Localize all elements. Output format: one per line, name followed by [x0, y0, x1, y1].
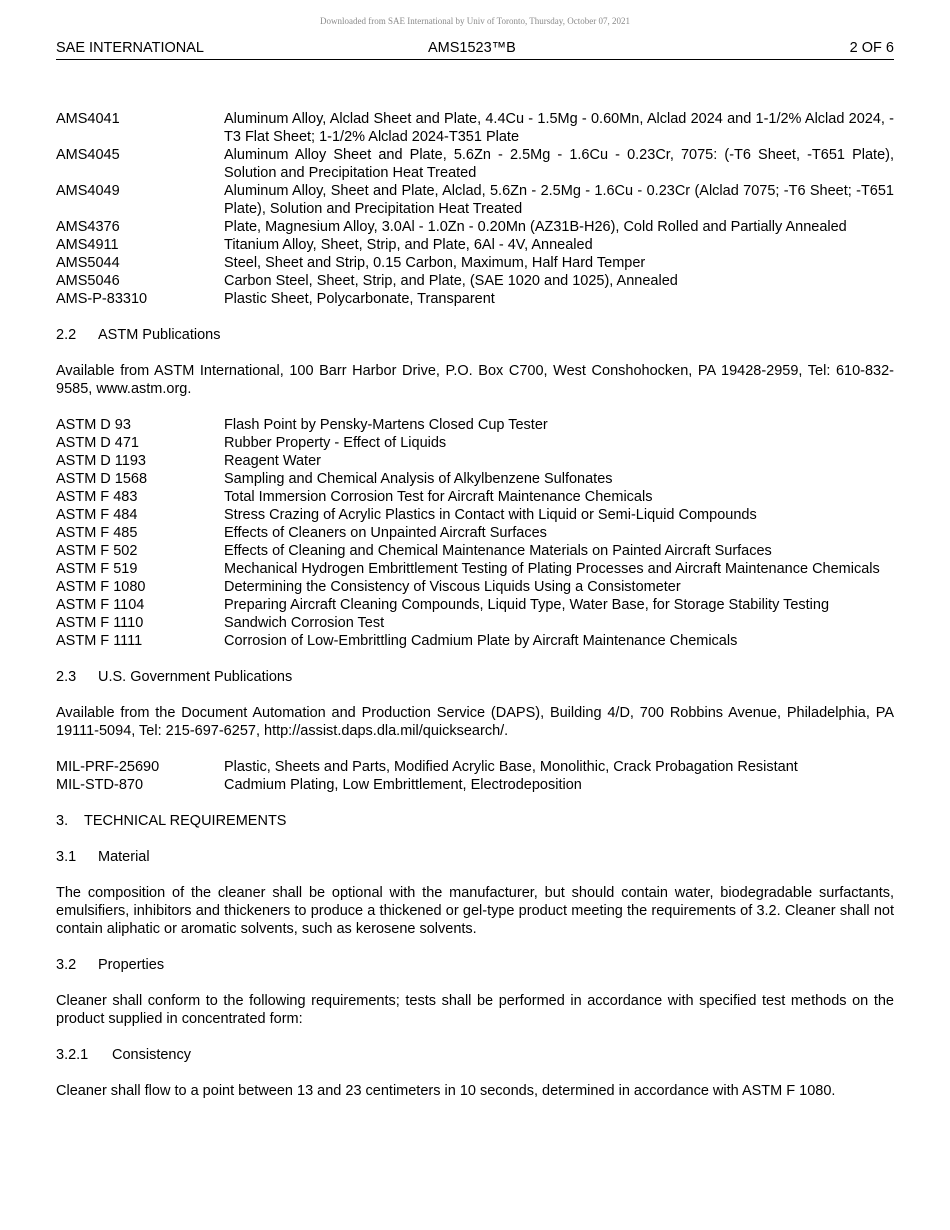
reference-row: [56, 182, 894, 218]
reference-code: ASTM D 1193: [56, 453, 146, 469]
section-number: 3.1: [56, 849, 77, 865]
reference-title: Carbon Steel, Sheet, Strip, and Plate, (SAE 1020 and 1025), Annealed: [224, 273, 678, 289]
reference-row: [56, 560, 894, 578]
reference-row: [56, 776, 894, 794]
reference-title: Sampling and Chemical Analysis of Alkylbenzene Sulfonates: [224, 471, 613, 487]
header-organization: SAE INTERNATIONAL: [56, 40, 204, 56]
reference-row: [56, 110, 894, 146]
ams-reference-list: [56, 110, 894, 308]
reference-code: AMS5046: [56, 273, 120, 289]
section-title: Properties: [98, 957, 165, 973]
section-title: Consistency: [112, 1047, 191, 1063]
reference-row: [56, 614, 894, 632]
reference-code: AMS5044: [56, 255, 120, 271]
reference-row: [56, 218, 894, 236]
reference-title: Preparing Aircraft Cleaning Compounds, Liquid Type, Water Base, for Storage Stability Testing: [224, 597, 830, 613]
section-number: 3.2.1: [56, 1047, 89, 1063]
reference-row: [56, 146, 894, 182]
reference-row: [56, 452, 894, 470]
reference-title: Reagent Water: [224, 453, 321, 469]
reference-code: ASTM F 519: [56, 561, 138, 577]
reference-row: [56, 434, 894, 452]
reference-row: [56, 470, 894, 488]
download-watermark: Downloaded from SAE International by Univ of Toronto, Thursday, October 07, 2021: [320, 16, 630, 26]
section-number: 3.2: [56, 957, 77, 973]
reference-code: AMS4041: [56, 111, 120, 127]
section-heading-2-2: [56, 326, 894, 344]
consistency-paragraph: Cleaner shall flow to a point between 13 and 23 centimeters in 10 seconds, determined in accordance with ASTM F 1080.: [56, 1083, 836, 1099]
reference-title: Titanium Alloy, Sheet, Strip, and Plate, 6Al - 4V, Annealed: [224, 237, 593, 253]
reference-title: Aluminum Alloy, Alclad Sheet and Plate, 4.4Cu - 1.5Mg - 0.60Mn, Alclad 2024 and 1-1/2% Alclad 2024, -T3 Flat Sheet; 1-1/2% Alclad 2024-T351 Plate: [224, 111, 894, 145]
reference-code: ASTM F 1080: [56, 579, 146, 595]
reference-title: Plastic, Sheets and Parts, Modified Acrylic Base, Monolithic, Crack Probagation Resistant: [224, 759, 798, 775]
reference-code: ASTM F 483: [56, 489, 138, 505]
page-header: [56, 39, 894, 60]
reference-code: ASTM F 1104: [56, 597, 145, 613]
reference-title: Flash Point by Pensky-Martens Closed Cup Tester: [224, 417, 548, 433]
reference-row: [56, 488, 894, 506]
properties-paragraph: Cleaner shall conform to the following requirements; tests shall be performed in accordance with specified test methods on the product supplied in concentrated form:: [56, 993, 894, 1027]
material-paragraph: The composition of the cleaner shall be optional with the manufacturer, but should contain water, biodegradable surfactants, emulsifiers, inhibitors and thickeners to produce a thickened or gel-type product meeting the requirements of 3.2. Cleaner shall not contain aliphatic or aromatic solvents, such as kerosene solvents.: [56, 885, 894, 937]
reference-code: AMS4049: [56, 183, 120, 199]
gov-availability-paragraph: Available from the Document Automation and Production Service (DAPS), Building 4/D, 700 Robbins Avenue, Philadelphia, PA 19111-5094, Tel: 215-697-6257, http://assist.daps.dla.mil/quicksearch/.: [56, 705, 894, 739]
reference-title: Total Immersion Corrosion Test for Aircraft Maintenance Chemicals: [224, 489, 653, 505]
reference-row: [56, 416, 894, 434]
reference-code: ASTM D 1568: [56, 471, 148, 487]
reference-title: Cadmium Plating, Low Embrittlement, Electrodeposition: [224, 777, 582, 793]
section-number: 2.2: [56, 327, 77, 343]
reference-code: ASTM D 93: [56, 417, 131, 433]
reference-row: [56, 758, 894, 776]
astm-availability-paragraph: Available from ASTM International, 100 Barr Harbor Drive, P.O. Box C700, West Conshohocken, PA 19428-2959, Tel: 610-832-9585, www.astm.org.: [56, 363, 894, 397]
reference-row: [56, 578, 894, 596]
reference-title: Determining the Consistency of Viscous Liquids Using a Consistometer: [224, 579, 681, 595]
reference-code: AMS4911: [56, 237, 119, 253]
header-page-number: 2 OF 6: [849, 40, 894, 56]
reference-title: Plate, Magnesium Alloy, 3.0Al - 1.0Zn - 0.20Mn (AZ31B-H26), Cold Rolled and Partially Annealed: [224, 219, 847, 235]
section-heading-2-3: [56, 668, 894, 686]
section-title: ASTM Publications: [98, 327, 221, 343]
reference-code: ASTM F 1110: [56, 615, 144, 631]
reference-row: [56, 272, 894, 290]
reference-row: [56, 254, 894, 272]
reference-title: Plastic Sheet, Polycarbonate, Transparent: [224, 291, 495, 307]
section-title: Material: [98, 849, 150, 865]
section-title: U.S. Government Publications: [98, 669, 293, 685]
reference-row: [56, 632, 894, 650]
reference-code: AMS-P-83310: [56, 291, 148, 307]
reference-code: ASTM F 502: [56, 543, 138, 559]
reference-title: Steel, Sheet and Strip, 0.15 Carbon, Maximum, Half Hard Temper: [224, 255, 646, 271]
reference-row: [56, 290, 894, 308]
reference-code: AMS4045: [56, 147, 120, 163]
section-number: 3.: [56, 813, 69, 829]
reference-code: ASTM D 471: [56, 435, 139, 451]
reference-title: Mechanical Hydrogen Embrittlement Testing of Plating Processes and Aircraft Maintenance Chemicals: [224, 561, 880, 577]
gov-reference-list: [56, 758, 894, 794]
reference-row: [56, 236, 894, 254]
reference-row: [56, 596, 894, 614]
reference-title: Effects of Cleaners on Unpainted Aircraft Surfaces: [224, 525, 547, 541]
section-heading-3-2-1: [56, 1046, 894, 1064]
reference-code: MIL-STD-870: [56, 777, 144, 793]
header-document-number: AMS1523™B: [428, 40, 516, 56]
reference-row: [56, 506, 894, 524]
section-number: 2.3: [56, 669, 77, 685]
section-heading-3-1: [56, 848, 894, 866]
section-heading-3: [56, 812, 894, 830]
document-body: [56, 110, 894, 1100]
reference-title: Corrosion of Low-Embrittling Cadmium Plate by Aircraft Maintenance Chemicals: [224, 633, 738, 649]
reference-title: Stress Crazing of Acrylic Plastics in Contact with Liquid or Semi-Liquid Compounds: [224, 507, 757, 523]
reference-title: Aluminum Alloy Sheet and Plate, 5.6Zn - 2.5Mg - 1.6Cu - 0.23Cr, 7075: (-T6 Sheet, -T651 Plate), Solution and Precipitation Heat Treated: [224, 147, 894, 181]
astm-reference-list: [56, 416, 894, 650]
reference-title: Sandwich Corrosion Test: [224, 615, 385, 631]
reference-code: ASTM F 485: [56, 525, 138, 541]
reference-code: MIL-PRF-25690: [56, 759, 160, 775]
reference-code: ASTM F 1111: [56, 633, 143, 649]
reference-title: Effects of Cleaning and Chemical Maintenance Materials on Painted Aircraft Surfaces: [224, 543, 772, 559]
section-heading-3-2: [56, 956, 894, 974]
reference-title: Rubber Property - Effect of Liquids: [224, 435, 447, 451]
reference-title: Aluminum Alloy, Sheet and Plate, Alclad, 5.6Zn - 2.5Mg - 1.6Cu - 0.23Cr (Alclad 7075; -T6 Sheet; -T651 Plate), Solution and Precipitation Heat Treated: [224, 183, 894, 217]
reference-row: [56, 524, 894, 542]
reference-row: [56, 542, 894, 560]
reference-code: AMS4376: [56, 219, 120, 235]
section-title: TECHNICAL REQUIREMENTS: [84, 813, 287, 829]
reference-code: ASTM F 484: [56, 507, 138, 523]
